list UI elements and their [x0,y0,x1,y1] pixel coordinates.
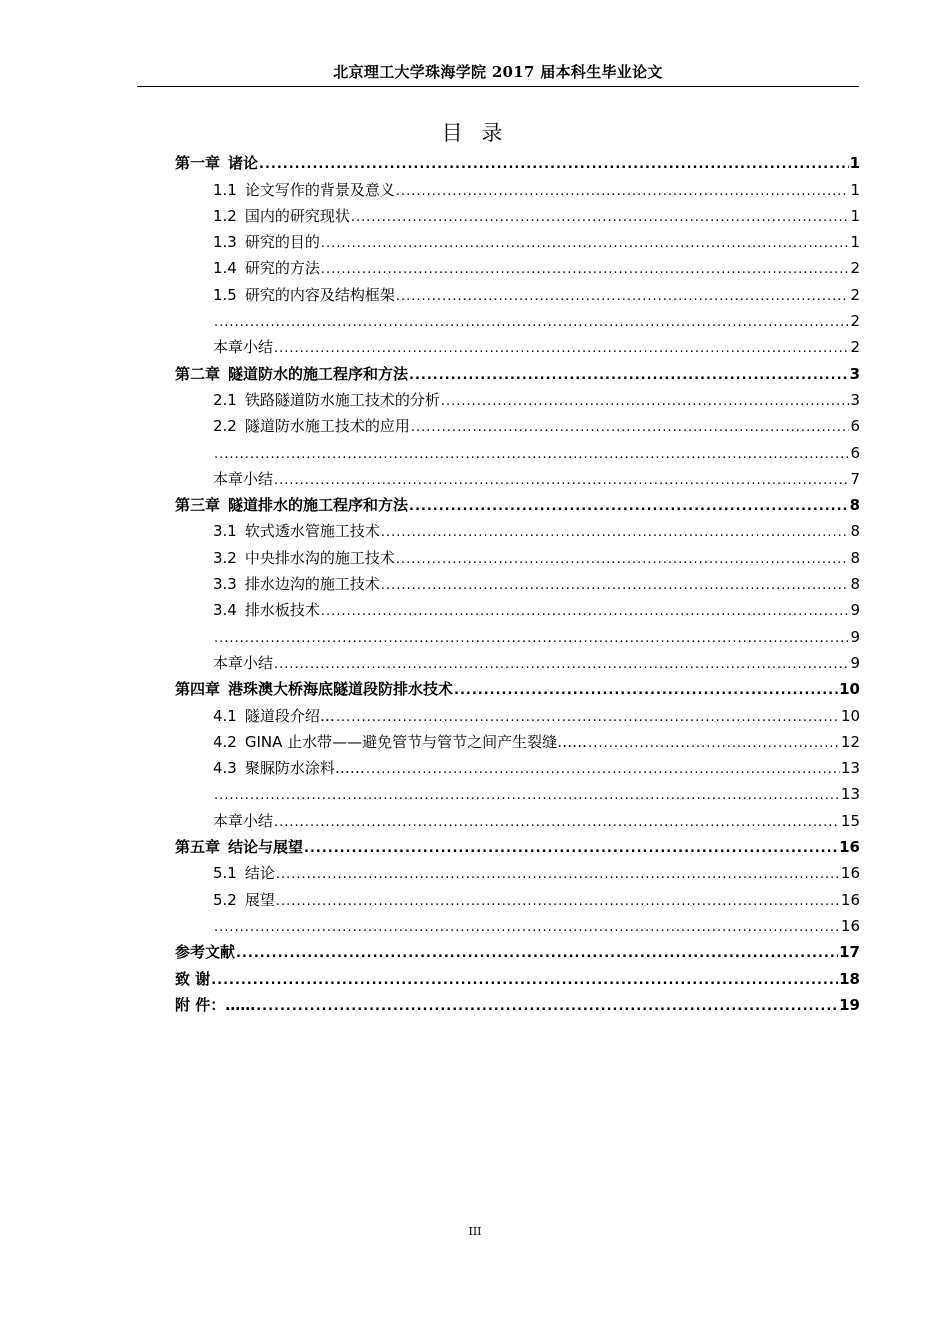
toc-entry-text: 研究的方法 [244,259,320,278]
toc-entry-page: 1 [849,154,860,173]
toc-entry-page: 17 [839,943,860,962]
toc-entry-label [213,863,275,883]
toc-entry-text: 铁路隧道防水施工技术的分析 [244,390,440,409]
toc-entry-page: 9 [850,627,860,646]
toc-dot-leader [276,863,840,883]
toc-entry-number: 4.1 [213,706,237,725]
toc-dot-leader [321,600,850,620]
toc-entry-label [213,811,273,831]
toc-entry-page: 2 [850,338,860,357]
toc-entry-page: 16 [839,838,860,857]
toc-section-entry[interactable] [175,515,860,541]
toc-entry-text: 本章小结 [213,653,274,672]
toc-entry-text: 排水板技术 [244,601,320,620]
header-title: 北京理工大学珠海学院 2017 届本科生毕业论文 [333,63,663,81]
toc-dot-leader [214,627,849,647]
toc-section-entry[interactable] [175,778,860,804]
toc-entry-number: 第一章 [175,154,221,173]
toc-entry-text: 致 谢 [175,969,211,988]
toc-entry-label [213,285,395,305]
toc-section-entry[interactable] [175,305,860,331]
toc-entry-number: 4.2 [213,732,237,751]
toc-dot-leader [304,837,838,857]
toc-entry-label [213,548,395,568]
toc-entry-page: 13 [840,785,860,804]
toc-section-entry[interactable] [175,410,860,436]
toc-dot-leader [336,706,840,726]
toc-entry-number: 5.1 [213,864,237,883]
toc-entry-label [175,942,235,962]
toc-entry-text: 隧道防水的施工程序和方法 [228,364,409,383]
toc-dot-leader [274,653,849,673]
toc-entry-label [213,890,275,910]
toc-title: 目 录 [441,121,509,145]
toc-entry-number: 2.2 [213,417,237,436]
toc-entry-number: 3.4 [213,601,237,620]
toc-dot-leader [411,416,850,436]
toc-entry-text: 研究的内容及结构框架 [244,285,395,304]
toc-chapter-entry[interactable] [175,962,860,988]
toc-entry-number: 1.4 [213,259,237,278]
running-header [137,60,859,87]
toc-section-entry[interactable] [175,384,860,410]
toc-entry-label [213,574,380,594]
toc-entry-label [213,180,395,200]
toc-chapter-entry[interactable] [175,489,860,515]
toc-entry-text: 诸论 [228,154,259,173]
toc-entry-page: 16 [840,916,860,935]
toc-entry-page: 8 [850,522,860,541]
toc-entry-label [175,837,303,857]
toc-entry-number: 1.3 [213,233,237,252]
page-number: III [468,1225,482,1238]
toc-entry-number: 5.2 [213,890,237,909]
toc-chapter-entry[interactable] [175,357,860,383]
toc-dot-leader [274,469,849,489]
toc-entry-label [213,390,440,410]
toc-entry-page: 2 [850,312,860,331]
toc-entry-label [213,758,365,778]
toc-entry-number: 3.3 [213,575,237,594]
toc-entry-page: 1 [850,233,860,252]
toc-entry-page: 3 [850,390,860,409]
toc-dot-leader [321,258,850,278]
toc-entry-number: 第四章 [175,680,221,699]
toc-entry-page: 3 [849,364,860,383]
toc-section-entry[interactable] [175,436,860,462]
toc-entry-number: 4.3 [213,759,237,778]
toc-dot-leader [351,206,850,226]
toc-entry-page: 19 [839,995,860,1014]
toc-dot-leader [236,942,838,962]
toc-entry-number: 1.5 [213,285,237,304]
toc-entry-label [213,206,350,226]
toc-entry-page: 8 [849,496,860,515]
toc-entry-page: 8 [850,548,860,567]
toc-entry-text: 聚脲防水涂料…… [244,759,365,778]
toc-entry-number: 3.1 [213,522,237,541]
toc-section-entry[interactable] [175,620,860,646]
toc-entry-label [175,679,453,699]
toc-section-entry[interactable] [175,226,860,252]
toc-entry-page: 9 [850,653,860,672]
toc-entry-number: 2.1 [213,390,237,409]
page-number-footer [0,1224,950,1240]
toc-entry-number: 第二章 [175,364,221,383]
toc-section-entry[interactable] [175,647,860,673]
toc-dot-leader [396,285,850,305]
toc-entry-text: 隧道排水的施工程序和方法 [228,496,409,515]
toc-chapter-entry[interactable] [175,936,860,962]
toc-entry-number: 1.1 [213,180,237,199]
toc-entry-page: 16 [840,864,860,883]
toc-dot-leader [274,811,840,831]
toc-section-entry[interactable] [175,752,860,778]
toc-section-entry[interactable] [175,200,860,226]
toc-entry-text: 软式透水管施工技术 [244,522,380,541]
toc-entry-label [213,706,335,726]
toc-entry-number: 第三章 [175,496,221,515]
toc-entry-text: 国内的研究现状 [244,206,350,225]
toc-entry-page: 10 [839,680,860,699]
toc-section-entry[interactable] [175,594,860,620]
toc-dot-leader [214,443,849,463]
toc-dot-leader [381,521,850,541]
toc-entry-text: 隧道段介绍… [244,706,335,725]
toc-dot-leader [366,758,840,778]
toc-entry-label [213,732,587,752]
toc-dot-leader [214,916,840,936]
toc-entry-page: 16 [840,890,860,909]
toc-entry-text: 本章小结 [213,338,274,357]
toc-entry-text: 附 件：…… [175,995,256,1014]
toc-dot-leader [409,495,849,515]
toc-chapter-entry[interactable] [175,673,860,699]
toc-section-entry[interactable] [175,910,860,936]
toc-entry-label [213,521,380,541]
toc-section-entry[interactable] [175,726,860,752]
toc-section-entry[interactable] [175,541,860,567]
toc-entry-page: 1 [850,180,860,199]
toc-section-entry[interactable] [175,804,860,830]
toc-entry-page: 2 [850,259,860,278]
toc-entry-page: 9 [850,601,860,620]
toc-chapter-entry[interactable] [175,147,860,173]
toc-entry-text: 本章小结 [213,469,274,488]
toc-dot-leader [381,574,850,594]
toc-entry-page: 12 [840,732,860,751]
toc-section-entry[interactable] [175,252,860,278]
toc-section-entry[interactable] [175,173,860,199]
toc-section-entry[interactable] [175,883,860,909]
toc-chapter-entry[interactable] [175,831,860,857]
toc-dot-leader [396,548,850,568]
toc-entry-page: 8 [850,575,860,594]
toc-section-entry[interactable] [175,463,860,489]
toc-entry-page: 2 [850,285,860,304]
toc-dot-leader [321,232,850,252]
toc-entry-text: 结论 [244,864,275,883]
toc-entry-label [175,969,210,989]
toc-dot-leader [274,337,849,357]
toc-section-entry[interactable] [175,857,860,883]
toc-entry-text: 排水边沟的施工技术 [244,575,380,594]
toc-dot-leader [214,784,840,804]
toc-section-entry[interactable] [175,331,860,357]
toc-entry-label [213,337,273,357]
toc-entry-page: 6 [850,417,860,436]
toc-dot-leader [588,732,840,752]
toc-entry-text: 中央排水沟的施工技术 [244,548,395,567]
toc-entry-text: 论文写作的背景及意义 [244,180,395,199]
toc-entry-label [213,469,273,489]
toc-entry-text: 隧道防水施工技术的应用 [244,417,410,436]
toc-entry-text: GINA 止水带——避免管节与管节之间产生裂缝…… [244,732,588,751]
toc-entry-number: 第五章 [175,838,221,857]
toc-entry-text: 参考文献 [175,943,236,962]
toc-entry-number: 1.2 [213,206,237,225]
toc-section-entry[interactable] [175,278,860,304]
toc-entry-label [175,995,255,1015]
toc-entry-text: 研究的目的 [244,233,320,252]
toc-dot-leader [396,180,850,200]
toc-dot-leader [259,153,849,173]
toc-dot-leader [409,364,849,384]
toc-dot-leader [441,390,850,410]
toc-dot-leader [256,995,838,1015]
toc-dot-leader [454,679,838,699]
toc-entry-page: 18 [839,969,860,988]
toc-entry-text: 港珠澳大桥海底隧道段防排水技术 [228,680,454,699]
toc-entry-text: 展望 [244,890,275,909]
toc-entry-text: 结论与展望 [228,838,304,857]
toc-entry-label [213,232,320,252]
toc-entry-page: 10 [840,706,860,725]
toc-entry-label [213,600,320,620]
toc-section-entry[interactable] [175,568,860,594]
toc-chapter-entry[interactable] [175,989,860,1015]
toc-dot-leader [211,969,838,989]
toc-dot-leader [276,890,840,910]
toc-entry-page: 15 [840,811,860,830]
toc-entry-text: 本章小结 [213,811,274,830]
toc-entry-label [175,153,258,173]
toc-entry-label [175,495,408,515]
toc-entry-label [213,416,410,436]
toc-entry-page: 6 [850,443,860,462]
toc-entry-label [213,653,273,673]
toc-dot-leader [214,311,849,331]
toc-entry-label [213,258,320,278]
table-of-contents [175,147,860,1015]
toc-section-entry[interactable] [175,699,860,725]
toc-entry-page: 1 [850,206,860,225]
toc-entry-number: 3.2 [213,548,237,567]
toc-entry-page: 7 [850,469,860,488]
toc-entry-label [175,364,408,384]
toc-entry-page: 13 [840,759,860,778]
